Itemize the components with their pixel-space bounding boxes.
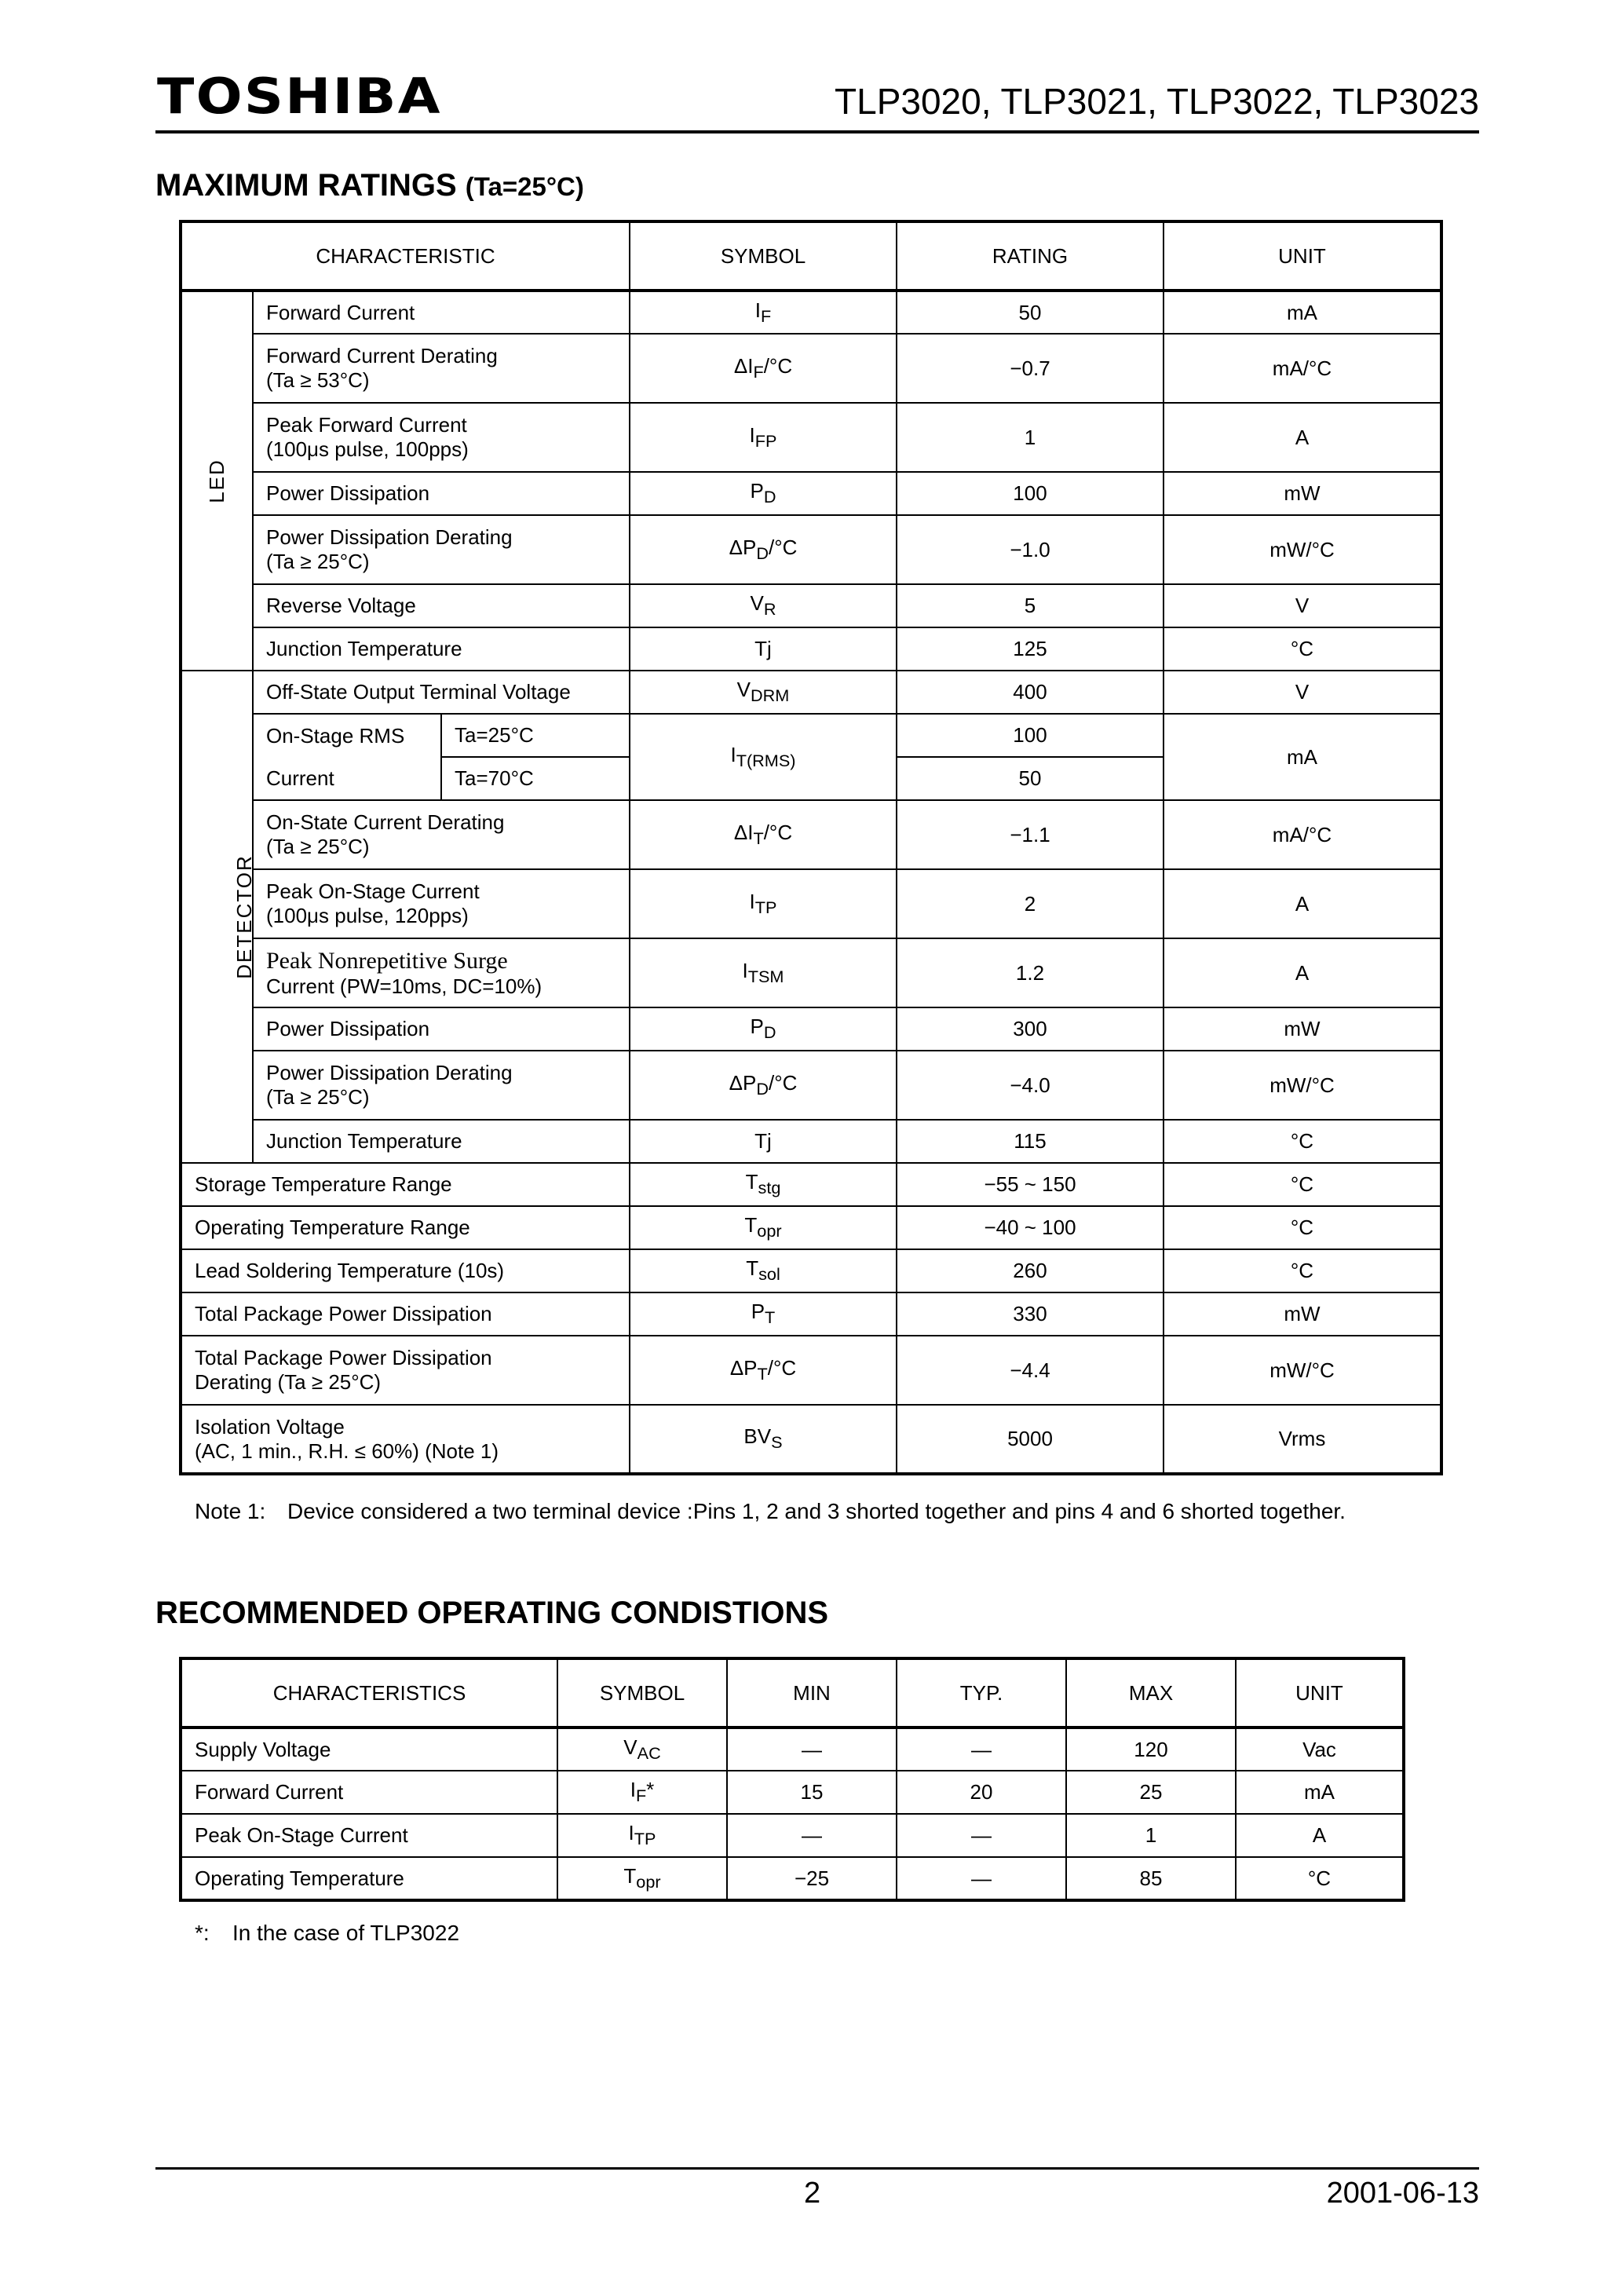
recommended-heading: RECOMMENDED OPERATING CONDISTIONS — [155, 1596, 829, 1630]
symbol-suffix: /°C — [768, 1070, 798, 1095]
recommended-table — [179, 1657, 1405, 1902]
symbol-cell — [630, 472, 897, 515]
symbol-main: V — [623, 1735, 637, 1759]
unit-cell: °C — [1164, 627, 1441, 671]
group-detector-label: DETECTOR — [232, 854, 256, 979]
document-title: TLP3020, TLP3021, TLP3022, TLP3023 — [835, 81, 1479, 122]
page-number: 2 — [804, 2177, 821, 2210]
table-row — [181, 1771, 1404, 1814]
symbol-cell — [630, 938, 897, 1007]
characteristic-cell — [181, 1292, 630, 1336]
characteristic-label: Peak On-Stage Current — [266, 879, 480, 903]
symbol-main: I — [730, 742, 736, 766]
unit-cell: Vrms — [1164, 1405, 1441, 1474]
symbol-cell — [557, 1857, 727, 1900]
symbol-main: ΔP — [729, 535, 757, 559]
unit-cell: °C — [1164, 1163, 1441, 1206]
unit-cell: mW/°C — [1164, 515, 1441, 584]
symbol-cell — [630, 671, 897, 714]
rating-cell: 100 — [897, 472, 1164, 515]
col-header: MAX — [1066, 1658, 1236, 1727]
characteristic-label: Junction Temperature — [266, 1129, 462, 1153]
unit-cell: mA/°C — [1164, 800, 1441, 869]
characteristic-cell — [253, 291, 630, 334]
rms-label-bottom: Current — [253, 757, 441, 800]
symbol-main: Tj — [754, 1129, 772, 1153]
unit-cell: V — [1164, 584, 1441, 627]
symbol-cell — [630, 1007, 897, 1051]
symbol-subscript: R — [763, 599, 776, 620]
symbol-main: I — [749, 422, 755, 447]
col-header: UNIT — [1164, 221, 1441, 291]
symbol-subscript: F — [635, 1786, 647, 1806]
characteristic-condition: (Ta ≥ 25°C) — [266, 835, 370, 858]
table-row — [181, 1727, 1404, 1771]
max-cell: 1 — [1066, 1814, 1236, 1857]
table-row — [181, 671, 1441, 714]
symbol-subscript: T(RMS) — [736, 751, 796, 771]
rating-cell: −40 ~ 100 — [897, 1206, 1164, 1249]
table-row — [181, 1336, 1441, 1405]
rating-cell: 50 — [897, 291, 1164, 334]
table-row — [181, 1163, 1441, 1206]
typ-cell: — — [897, 1814, 1066, 1857]
characteristic-cell: Peak On-Stage Current — [181, 1814, 557, 1857]
characteristic-cell: Supply Voltage — [181, 1727, 557, 1771]
group-detector-cell — [181, 671, 256, 1163]
unit-cell: mA/°C — [1164, 334, 1441, 403]
symbol-subscript: stg — [758, 1178, 781, 1198]
rms-label-top: On-Stage RMS — [253, 714, 441, 757]
characteristic-label: Off-State Output Terminal Voltage — [266, 680, 571, 704]
symbol-main: I — [742, 958, 748, 982]
table-row — [181, 334, 1441, 403]
symbol-subscript: TP — [754, 898, 777, 918]
characteristic-condition: Current (PW=10ms, DC=10%) — [266, 974, 542, 998]
rating-cell: −4.0 — [897, 1051, 1164, 1120]
recommended-body — [181, 1727, 1404, 1900]
symbol-main: T — [744, 1213, 758, 1238]
table-row — [181, 1007, 1441, 1051]
table-row — [181, 515, 1441, 584]
symbol-subscript: T — [753, 828, 764, 849]
table-row — [181, 403, 1441, 472]
rating-cell: −0.7 — [897, 334, 1164, 403]
characteristic-cell — [253, 938, 630, 1007]
symbol-subscript: TSM — [747, 967, 784, 987]
characteristic-label: Storage Temperature Range — [195, 1172, 452, 1196]
symbol-cell — [630, 1163, 897, 1206]
characteristic-cell — [253, 334, 630, 403]
symbol-cell — [630, 627, 897, 671]
symbol-cell — [630, 1051, 897, 1120]
footer-divider — [155, 2167, 1479, 2170]
rating-cell: 5 — [897, 584, 1164, 627]
symbol-cell — [630, 291, 897, 334]
max-ratings-condition: (Ta=25°C) — [465, 172, 584, 201]
unit-cell: A — [1236, 1814, 1404, 1857]
min-cell: — — [727, 1814, 897, 1857]
rating-cell: −1.1 — [897, 800, 1164, 869]
symbol-suffix: /°C — [767, 1355, 797, 1380]
unit-cell: Vac — [1236, 1727, 1404, 1771]
symbol-main: ΔP — [729, 1355, 758, 1380]
max-cell: 120 — [1066, 1727, 1236, 1771]
unit-cell: mW/°C — [1164, 1336, 1441, 1405]
characteristic-condition: (Ta ≥ 25°C) — [266, 1085, 370, 1109]
group-led-cell — [181, 291, 253, 671]
table-row — [181, 1857, 1404, 1900]
footnote-text: In the case of TLP3022 — [232, 1921, 460, 1945]
characteristic-label: Power Dissipation Derating — [266, 525, 513, 549]
col-header: MIN — [727, 1658, 897, 1727]
characteristic-label: Power Dissipation — [266, 481, 430, 505]
symbol-subscript: F — [753, 362, 764, 382]
symbol-subscript: opr — [636, 1872, 661, 1892]
unit-cell: mW — [1164, 1007, 1441, 1051]
revision-date: 2001-06-13 — [1326, 2177, 1479, 2210]
rating-cell: 300 — [897, 1007, 1164, 1051]
unit-cell: mW — [1164, 472, 1441, 515]
symbol-main: I — [749, 889, 755, 913]
typ-cell: 20 — [897, 1771, 1066, 1814]
unit-cell: V — [1164, 671, 1441, 714]
characteristic-cell — [253, 515, 630, 584]
unit-cell: mW/°C — [1164, 1051, 1441, 1120]
symbol-subscript: S — [771, 1432, 783, 1453]
symbol-subscript: opr — [757, 1221, 782, 1241]
symbol-cell — [630, 1336, 897, 1405]
table-row — [181, 584, 1441, 627]
unit-cell: A — [1164, 403, 1441, 472]
symbol-subscript: F — [761, 306, 772, 327]
characteristic-label: Forward Current — [266, 300, 415, 324]
max-ratings-heading — [155, 170, 584, 201]
unit-cell: mA — [1236, 1771, 1404, 1814]
unit-cell: mW — [1164, 1292, 1441, 1336]
symbol-cell — [630, 1249, 897, 1292]
characteristic-cell — [181, 1405, 630, 1474]
table-header-row — [181, 221, 1441, 291]
symbol-main: BV — [743, 1424, 772, 1449]
unit-cell: mA — [1164, 714, 1441, 800]
characteristic-label: Power Dissipation Derating — [266, 1061, 513, 1084]
characteristic-cell — [253, 584, 630, 627]
characteristic-label: Operating Temperature Range — [195, 1216, 470, 1239]
note-label: Note 1: — [195, 1499, 266, 1523]
symbol-cell — [630, 714, 897, 800]
symbol-subscript: D — [756, 543, 769, 564]
symbol-cell — [557, 1814, 727, 1857]
characteristic-condition: (Ta ≥ 53°C) — [266, 368, 370, 392]
table-row — [181, 714, 1441, 757]
symbol-main: V — [736, 678, 751, 702]
characteristic-cell — [181, 1163, 630, 1206]
symbol-subscript: sol — [758, 1264, 780, 1285]
typ-cell: — — [897, 1727, 1066, 1771]
unit-cell: °C — [1164, 1249, 1441, 1292]
characteristic-label: Lead Soldering Temperature (10s) — [195, 1259, 505, 1282]
symbol-cell — [557, 1771, 727, 1814]
rating-cell: 1.2 — [897, 938, 1164, 1007]
characteristic-cell — [253, 1120, 630, 1163]
col-header: RATING — [897, 221, 1164, 291]
symbol-cell — [630, 1120, 897, 1163]
symbol-main: P — [750, 479, 764, 503]
characteristic-label: Forward Current Derating — [266, 344, 498, 367]
rating-cell: −1.0 — [897, 515, 1164, 584]
symbol-subscript: FP — [754, 431, 777, 452]
col-header: SYMBOL — [630, 221, 897, 291]
symbol-main: ΔI — [733, 820, 754, 844]
rating-cell: 1 — [897, 403, 1164, 472]
characteristic-cell — [253, 1007, 630, 1051]
symbol-main: P — [750, 1015, 764, 1039]
col-header: SYMBOL — [557, 1658, 727, 1727]
symbol-subscript: T — [765, 1307, 776, 1328]
table-row — [181, 472, 1441, 515]
symbol-subscript: D — [763, 1022, 776, 1043]
max-cell: 25 — [1066, 1771, 1236, 1814]
table-row — [181, 627, 1441, 671]
characteristic-label: Reverse Voltage — [266, 594, 416, 617]
symbol-subscript: T — [757, 1364, 768, 1384]
rms-cond-bottom: Ta=70°C — [441, 757, 630, 800]
unit-cell: A — [1164, 869, 1441, 938]
characteristic-cell — [253, 869, 630, 938]
note-text: Device considered a two terminal device :Pins 1, 2 and 3 shorted together and pins 4 and 6 shorted together. — [287, 1499, 1346, 1523]
symbol-cell — [630, 800, 897, 869]
unit-cell: A — [1164, 938, 1441, 1007]
unit-cell: mA — [1164, 291, 1441, 334]
unit-cell: °C — [1236, 1857, 1404, 1900]
rating-cell: 115 — [897, 1120, 1164, 1163]
characteristic-label: Isolation Voltage — [195, 1414, 345, 1439]
col-header: CHARACTERISTIC — [181, 221, 630, 291]
col-header: TYP. — [897, 1658, 1066, 1727]
symbol-cell — [630, 515, 897, 584]
table-row — [181, 1814, 1404, 1857]
symbol-suffix: /°C — [768, 535, 798, 559]
symbol-subscript: DRM — [751, 686, 790, 706]
symbol-cell — [630, 334, 897, 403]
characteristic-condition: Derating (Ta ≥ 25°C) — [195, 1370, 382, 1394]
rating-cell: 2 — [897, 869, 1164, 938]
table-row — [181, 938, 1441, 1007]
rating-cell: −4.4 — [897, 1336, 1164, 1405]
symbol-main: T — [746, 1256, 759, 1281]
characteristic-condition: (100μs pulse, 120pps) — [266, 904, 469, 927]
characteristic-cell — [253, 1051, 630, 1120]
characteristic-condition: (AC, 1 min., R.H. ≤ 60%) (Note 1) — [195, 1439, 499, 1463]
symbol-subscript: TP — [634, 1829, 656, 1849]
symbol-main: Tj — [754, 637, 772, 660]
group-led-label: LED — [204, 459, 228, 503]
symbol-suffix: /°C — [763, 820, 793, 844]
symbol-cell — [630, 1292, 897, 1336]
table-row — [181, 1206, 1441, 1249]
characteristic-cell: Forward Current — [181, 1771, 557, 1814]
characteristic-cell — [253, 627, 630, 671]
rating-cell: 100 — [897, 714, 1164, 757]
symbol-main: T — [623, 1863, 637, 1888]
max-cell: 85 — [1066, 1857, 1236, 1900]
max-ratings-body — [181, 291, 1441, 1474]
min-cell: — — [727, 1727, 897, 1771]
min-cell: 15 — [727, 1771, 897, 1814]
unit-cell: °C — [1164, 1120, 1441, 1163]
symbol-main: I — [754, 298, 761, 322]
footnote-label: *: — [195, 1921, 210, 1945]
table-row — [181, 800, 1441, 869]
symbol-cell — [630, 869, 897, 938]
symbol-main: ΔP — [729, 1070, 757, 1095]
symbol-main: T — [745, 1170, 758, 1194]
characteristic-label: Peak Nonrepetitive Surge — [266, 947, 508, 974]
characteristic-cell — [181, 1336, 630, 1405]
characteristic-cell — [181, 1249, 630, 1292]
characteristic-label: Peak Forward Current — [266, 413, 467, 437]
symbol-main: I — [628, 1821, 634, 1845]
rating-cell: 5000 — [897, 1405, 1164, 1474]
col-header: CHARACTERISTICS — [181, 1658, 557, 1727]
symbol-subscript: D — [756, 1079, 769, 1099]
max-ratings-title: MAXIMUM RATINGS — [155, 168, 457, 203]
symbol-cell — [557, 1727, 727, 1771]
table-header-row — [181, 1658, 1404, 1727]
header-divider — [155, 130, 1479, 133]
table-row — [181, 1249, 1441, 1292]
symbol-main: ΔI — [733, 353, 754, 378]
characteristic-label: Junction Temperature — [266, 637, 462, 660]
unit-cell: °C — [1164, 1206, 1441, 1249]
symbol-cell — [630, 403, 897, 472]
max-ratings-table — [179, 220, 1443, 1475]
symbol-cell — [630, 1405, 897, 1474]
characteristic-label: Power Dissipation — [266, 1017, 430, 1040]
rating-cell: 330 — [897, 1292, 1164, 1336]
min-cell: −25 — [727, 1857, 897, 1900]
symbol-main: V — [750, 591, 764, 616]
characteristic-cell — [253, 800, 630, 869]
brand-logo: TOSHIBA — [157, 68, 442, 125]
characteristic-condition: (Ta ≥ 25°C) — [266, 550, 370, 573]
rating-cell: 125 — [897, 627, 1164, 671]
characteristic-cell — [181, 1206, 630, 1249]
characteristic-cell — [253, 671, 630, 714]
characteristic-cell: Operating Temperature — [181, 1857, 557, 1900]
characteristic-label: Total Package Power Dissipation — [195, 1302, 492, 1325]
table-row — [181, 291, 1441, 334]
characteristic-cell — [253, 403, 630, 472]
col-header: UNIT — [1236, 1658, 1404, 1727]
symbol-suffix: /°C — [763, 353, 793, 378]
rating-cell: 50 — [897, 757, 1164, 800]
typ-cell: — — [897, 1857, 1066, 1900]
table-row — [181, 1405, 1441, 1474]
table-row — [181, 1120, 1441, 1163]
symbol-cell — [630, 1206, 897, 1249]
characteristic-label: On-State Current Derating — [266, 810, 505, 834]
rating-cell: 400 — [897, 671, 1164, 714]
table-row — [181, 1051, 1441, 1120]
symbol-cell — [630, 584, 897, 627]
rms-cond-top: Ta=25°C — [441, 714, 630, 757]
characteristic-label: Total Package Power Dissipation — [195, 1346, 492, 1369]
characteristic-cell — [253, 472, 630, 515]
symbol-main: I — [630, 1778, 636, 1802]
table-row — [181, 1292, 1441, 1336]
symbol-main: P — [751, 1300, 765, 1324]
rating-cell: −55 ~ 150 — [897, 1163, 1164, 1206]
characteristic-condition: (100μs pulse, 100pps) — [266, 437, 469, 461]
symbol-subscript: D — [763, 487, 776, 507]
rating-cell: 260 — [897, 1249, 1164, 1292]
table-row — [181, 869, 1441, 938]
symbol-subscript: AC — [637, 1743, 661, 1764]
symbol-suffix: * — [646, 1778, 655, 1802]
